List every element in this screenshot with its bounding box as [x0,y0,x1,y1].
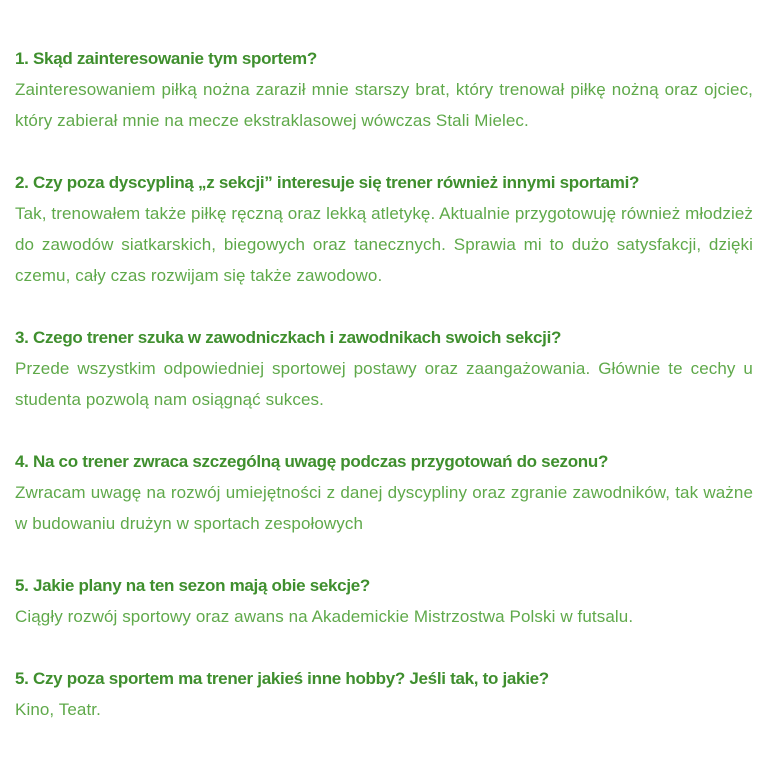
question-heading: 1. Skąd zainteresowanie tym sportem? [15,49,317,68]
answer-text: Ciągły rozwój sportowy oraz awans na Akademickie Mistrzostwa Polski w futsalu. [15,607,634,626]
qa-section [15,446,753,539]
question-heading: 5. Jakie plany na ten sezon mają obie sekcje? [15,576,370,595]
answer-text: Tak, trenowałem także piłkę ręczną oraz lekką atletykę. Aktualnie przygotowuję również młodzież do zawodów siatkarskich, biegowych oraz tanecznych. Sprawia mi to dużo satysfakcji, dzięki czemu, cały czas rozwijam się także zawodowo. [15,204,754,285]
question-heading: 5. Czy poza sportem ma trener jakieś inne hobby? Jeśli tak, to jakie? [15,669,549,688]
qa-section [15,43,753,136]
answer-text: Zwracam uwagę na rozwój umiejętności z danej dyscypliny oraz zgranie zawodników, tak ważne w budowaniu drużyn w sportach zespołowych [15,483,753,533]
question-heading: 3. Czego trener szuka w zawodniczkach i zawodnikach swoich sekcji? [15,328,562,347]
answer-text: Zainteresowaniem piłką nożna zaraził mnie starszy brat, który trenował piłkę nożną oraz ojciec, który zabierał mnie na mecze ekstraklasowej wówczas Stali Mielec. [15,80,753,130]
answer-text: Kino, Teatr. [15,700,101,719]
qa-section [15,663,753,725]
qa-section [15,167,753,291]
qa-section [15,322,753,415]
qa-section [15,570,753,632]
question-heading: 2. Czy poza dyscypliną „z sekcji” interesuje się trener również innymi sportami? [15,173,640,192]
question-heading: 4. Na co trener zwraca szczególną uwagę podczas przygotowań do sezonu? [15,452,609,471]
answer-text: Przede wszystkim odpowiedniej sportowej postawy oraz zaangażowania. Głównie te cechy u studenta pozwolą nam osiągnąć sukces. [15,359,753,409]
